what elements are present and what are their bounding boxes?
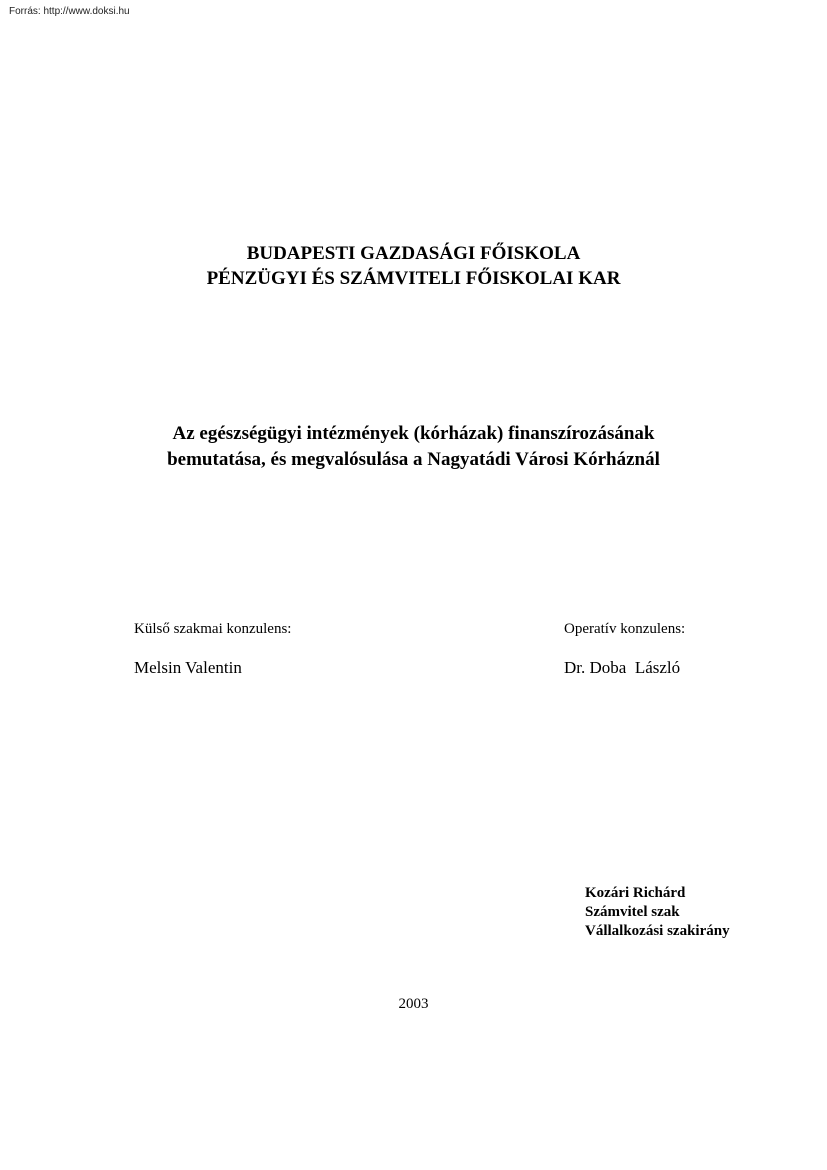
external-consultant-name: Melsin Valentin bbox=[134, 658, 242, 677]
thesis-title-line-1: Az egészségügyi intézmények (kórházak) finanszírozásának bbox=[172, 423, 655, 444]
operative-consultant-name: Dr. Doba László bbox=[564, 658, 681, 677]
faculty-name: PÉNZÜGYI ÉS SZÁMVITELI FŐISKOLAI KAR bbox=[206, 268, 621, 289]
operative-consultant-label: Operatív konzulens: bbox=[564, 621, 686, 637]
institution-name: BUDAPESTI GAZDASÁGI FŐISKOLA bbox=[246, 243, 581, 264]
author-specialization: Vállalkozási szakirány bbox=[585, 923, 730, 939]
author-program: Számvitel szak bbox=[585, 904, 680, 920]
author-name: Kozári Richárd bbox=[585, 885, 686, 901]
external-consultant-label: Külső szakmai konzulens: bbox=[134, 621, 292, 637]
year: 2003 bbox=[398, 996, 429, 1012]
thesis-title-line-2: bemutatása, és megvalósulása a Nagyatádi Városi Kórháznál bbox=[167, 449, 660, 470]
source-watermark: Forrás: http://www.doksi.hu bbox=[9, 6, 130, 17]
